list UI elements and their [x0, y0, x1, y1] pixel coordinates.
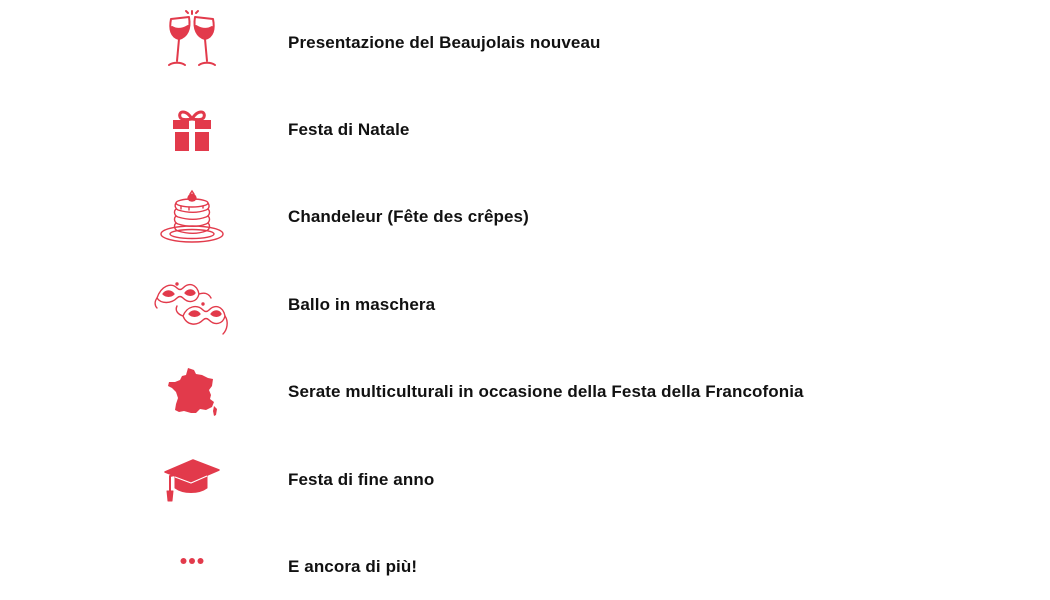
wine-glasses-icon: [148, 9, 236, 77]
graduation-cap-icon: [148, 446, 236, 514]
list-item: [0, 3, 1050, 83]
france-map-icon: [148, 358, 236, 426]
item-label: Chandeleur (Fête des crêpes): [288, 207, 529, 226]
list-item: [0, 440, 1050, 520]
pancakes-icon: [148, 183, 236, 251]
list-item: [0, 177, 1050, 257]
list-item: [0, 90, 1050, 170]
list-item: [0, 527, 1050, 600]
item-label: Serate multiculturali in occasione della Festa della Francofonia: [288, 382, 804, 401]
masquerade-masks-icon: [148, 271, 236, 339]
list-item: [0, 265, 1050, 345]
item-label: E ancora di più!: [288, 557, 418, 576]
item-label: Presentazione del Beaujolais nouveau: [288, 33, 601, 52]
item-label: Festa di fine anno: [288, 470, 435, 489]
item-label: Festa di Natale: [288, 120, 410, 139]
gift-icon: [148, 96, 236, 164]
more-dots-icon: [148, 533, 236, 600]
item-label: Ballo in maschera: [288, 295, 436, 314]
list-item: [0, 352, 1050, 432]
